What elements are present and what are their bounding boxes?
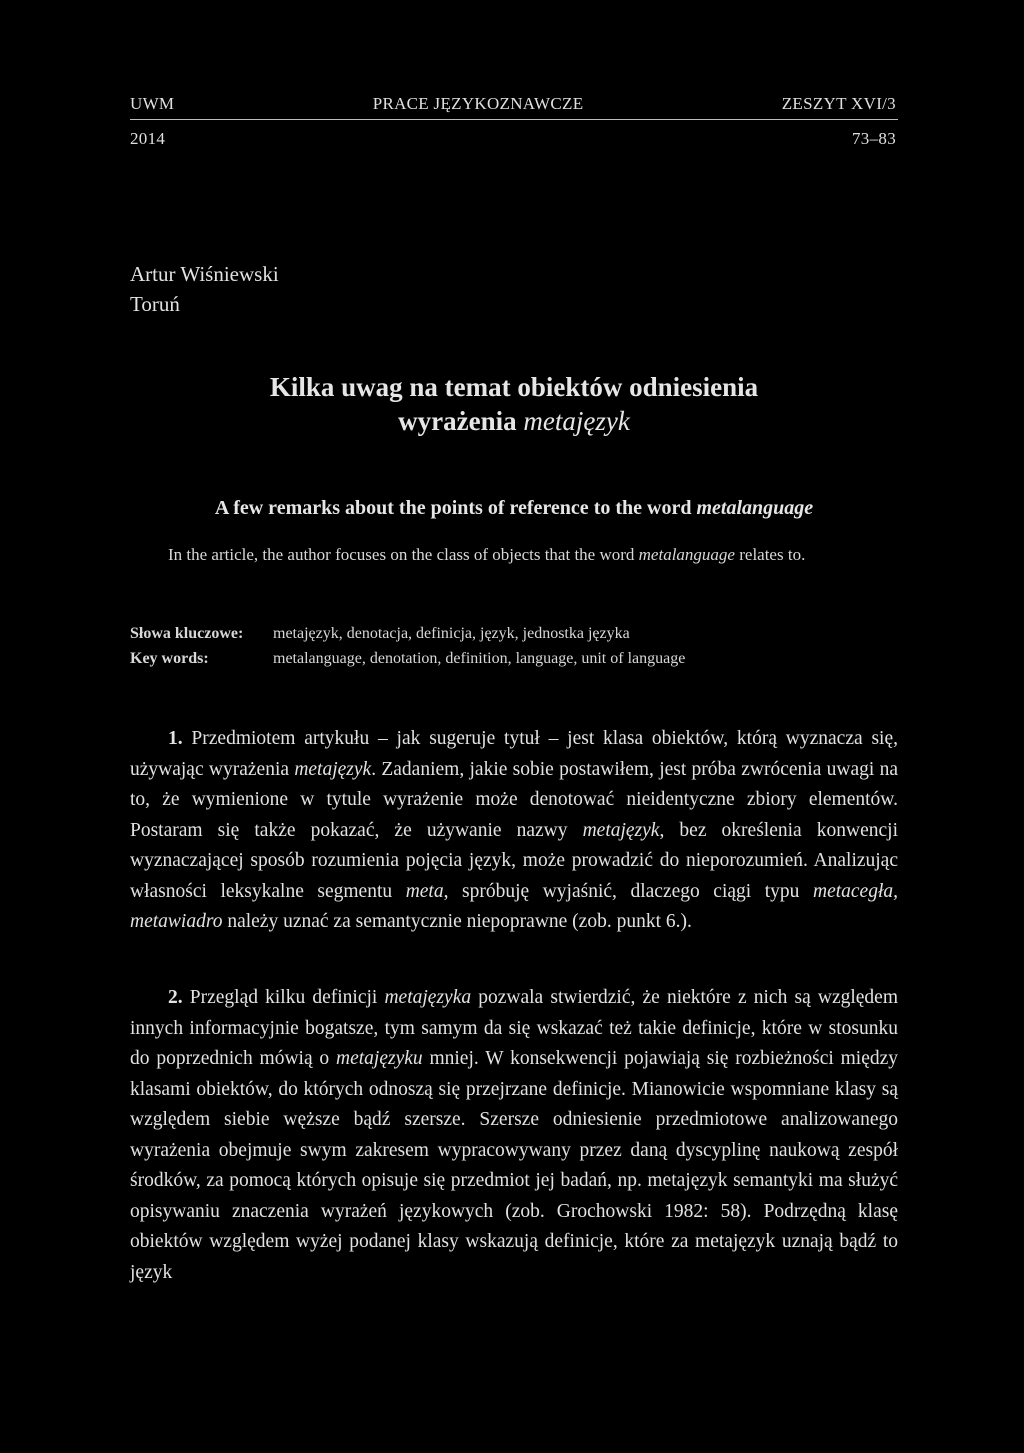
header-publisher: UWM	[130, 94, 175, 113]
journal-subheader	[130, 129, 896, 149]
abstract-italic: metalanguage	[638, 545, 735, 564]
paragraph-2-number: 2.	[168, 987, 183, 1008]
paragraph-2	[130, 983, 898, 1288]
journal-header	[130, 94, 896, 114]
paragraph-1-italic-c: meta	[405, 880, 444, 902]
english-title	[130, 497, 898, 520]
header-issue: ZESZYT XVI/3	[781, 94, 896, 113]
author-place: Toruń	[130, 292, 180, 316]
paragraph-2-text-c: mniej. W konsekwencji pojawiają się rozbieżności między klasami obiektów, do których odnoszą się przejrzane definicje. Mianowicie wspomniane klasy są względem siebie węższe bądź szersze. Szersze odniesienie przedmiotowe analizowanego wyrażenia obejmuje swym zakresem wypracowywany przez daną dyscyplinę naukową zespół środków, za pomocą których opisuje się przedmiot jej badań, np. metajęzyk semantyki ma służyć opisywaniu znaczenia wyrażeń językowych (zob. Grochowski 1982: 58). Podrzędną klasę obiektów względem wyżej podanej klasy wskazują definicje, które za metajęzyk uznają bądź to język	[130, 1048, 898, 1283]
paragraph-1-text-c: , bez określenia konwencji wyznaczającej sposób rozumienia pojęcia język, może prowadzić do nieporozumień. Analizując własności leksykalne segmentu	[130, 819, 898, 902]
title-line-2-italic: metajęzyk	[523, 406, 630, 436]
title-line-2-prefix: wyrażenia	[398, 406, 524, 436]
title-line-1: Kilka uwag na temat obiektów odniesienia	[269, 372, 759, 402]
paragraph-1	[130, 724, 898, 938]
paragraph-1-text-e: należy uznać za semantycznie niepoprawne (zob. punkt 6.).	[222, 911, 692, 932]
english-title-italic: metalanguage	[696, 497, 814, 519]
abstract-suffix: relates to.	[734, 545, 806, 564]
author-block	[130, 259, 279, 319]
keywords-english-label: Key words:	[130, 650, 209, 667]
author-name: Artur Wiśniewski	[130, 262, 279, 286]
paragraph-2-text-b: pozwala stwierdzić, że niektóre z nich są względem innych informacyjnie bogatsze, tym samym da się wskazać też takie definicje, które w stosunku do poprzednich mówią o	[130, 987, 898, 1069]
keywords-polish-label: Słowa kluczowe:	[130, 625, 244, 642]
keywords-polish-value: metajęzyk, denotacja, definicja, język, jednostka języka	[273, 625, 630, 642]
paragraph-1-italic-b: metajęzyk	[582, 819, 660, 841]
paragraph-2-italic-a: metajęzyka	[384, 987, 472, 1008]
paragraph-1-italic-d: metacegła, metawiadro	[130, 880, 898, 932]
header-pages: 73–83	[852, 129, 896, 148]
english-title-prefix: A few remarks about the points of reference to the word	[214, 497, 697, 519]
header-year: 2014	[130, 129, 166, 148]
keywords-english-value: metalanguage, denotation, definition, language, unit of language	[273, 650, 686, 667]
paragraph-1-text-a: Przedmiotem artykułu – jak sugeruje tytuł – jest klasa obiektów, którą wyznacza się, używając wyrażenia	[130, 728, 898, 780]
paragraph-1-number: 1.	[168, 728, 183, 749]
abstract-prefix: In the article, the author focuses on the class of objects that the word	[168, 545, 639, 564]
paragraph-1-italic-a: metajęzyk	[294, 758, 372, 780]
paragraph-2-italic-b: metajęzyku	[336, 1048, 423, 1069]
title-line-2	[130, 404, 898, 438]
article-title	[130, 370, 898, 438]
paragraph-2-text-a: Przegląd kilku definicji	[182, 987, 385, 1008]
header-journal-title: PRACE JĘZYKOZNAWCZE	[372, 94, 584, 113]
paragraph-1-text-b: . Zadaniem, jakie sobie postawiłem, jest próba zwrócenia uwagi na to, że wymienione w tytule wyrażenie może denotować nieidentyczne zbiory elementów. Postaram się także pokazać, że używanie nazwy	[130, 758, 898, 841]
abstract	[130, 541, 898, 569]
header-divider	[130, 119, 898, 120]
paragraph-1-text-d: , spróbuję wyjaśnić, dlaczego ciągi typu	[443, 880, 813, 902]
